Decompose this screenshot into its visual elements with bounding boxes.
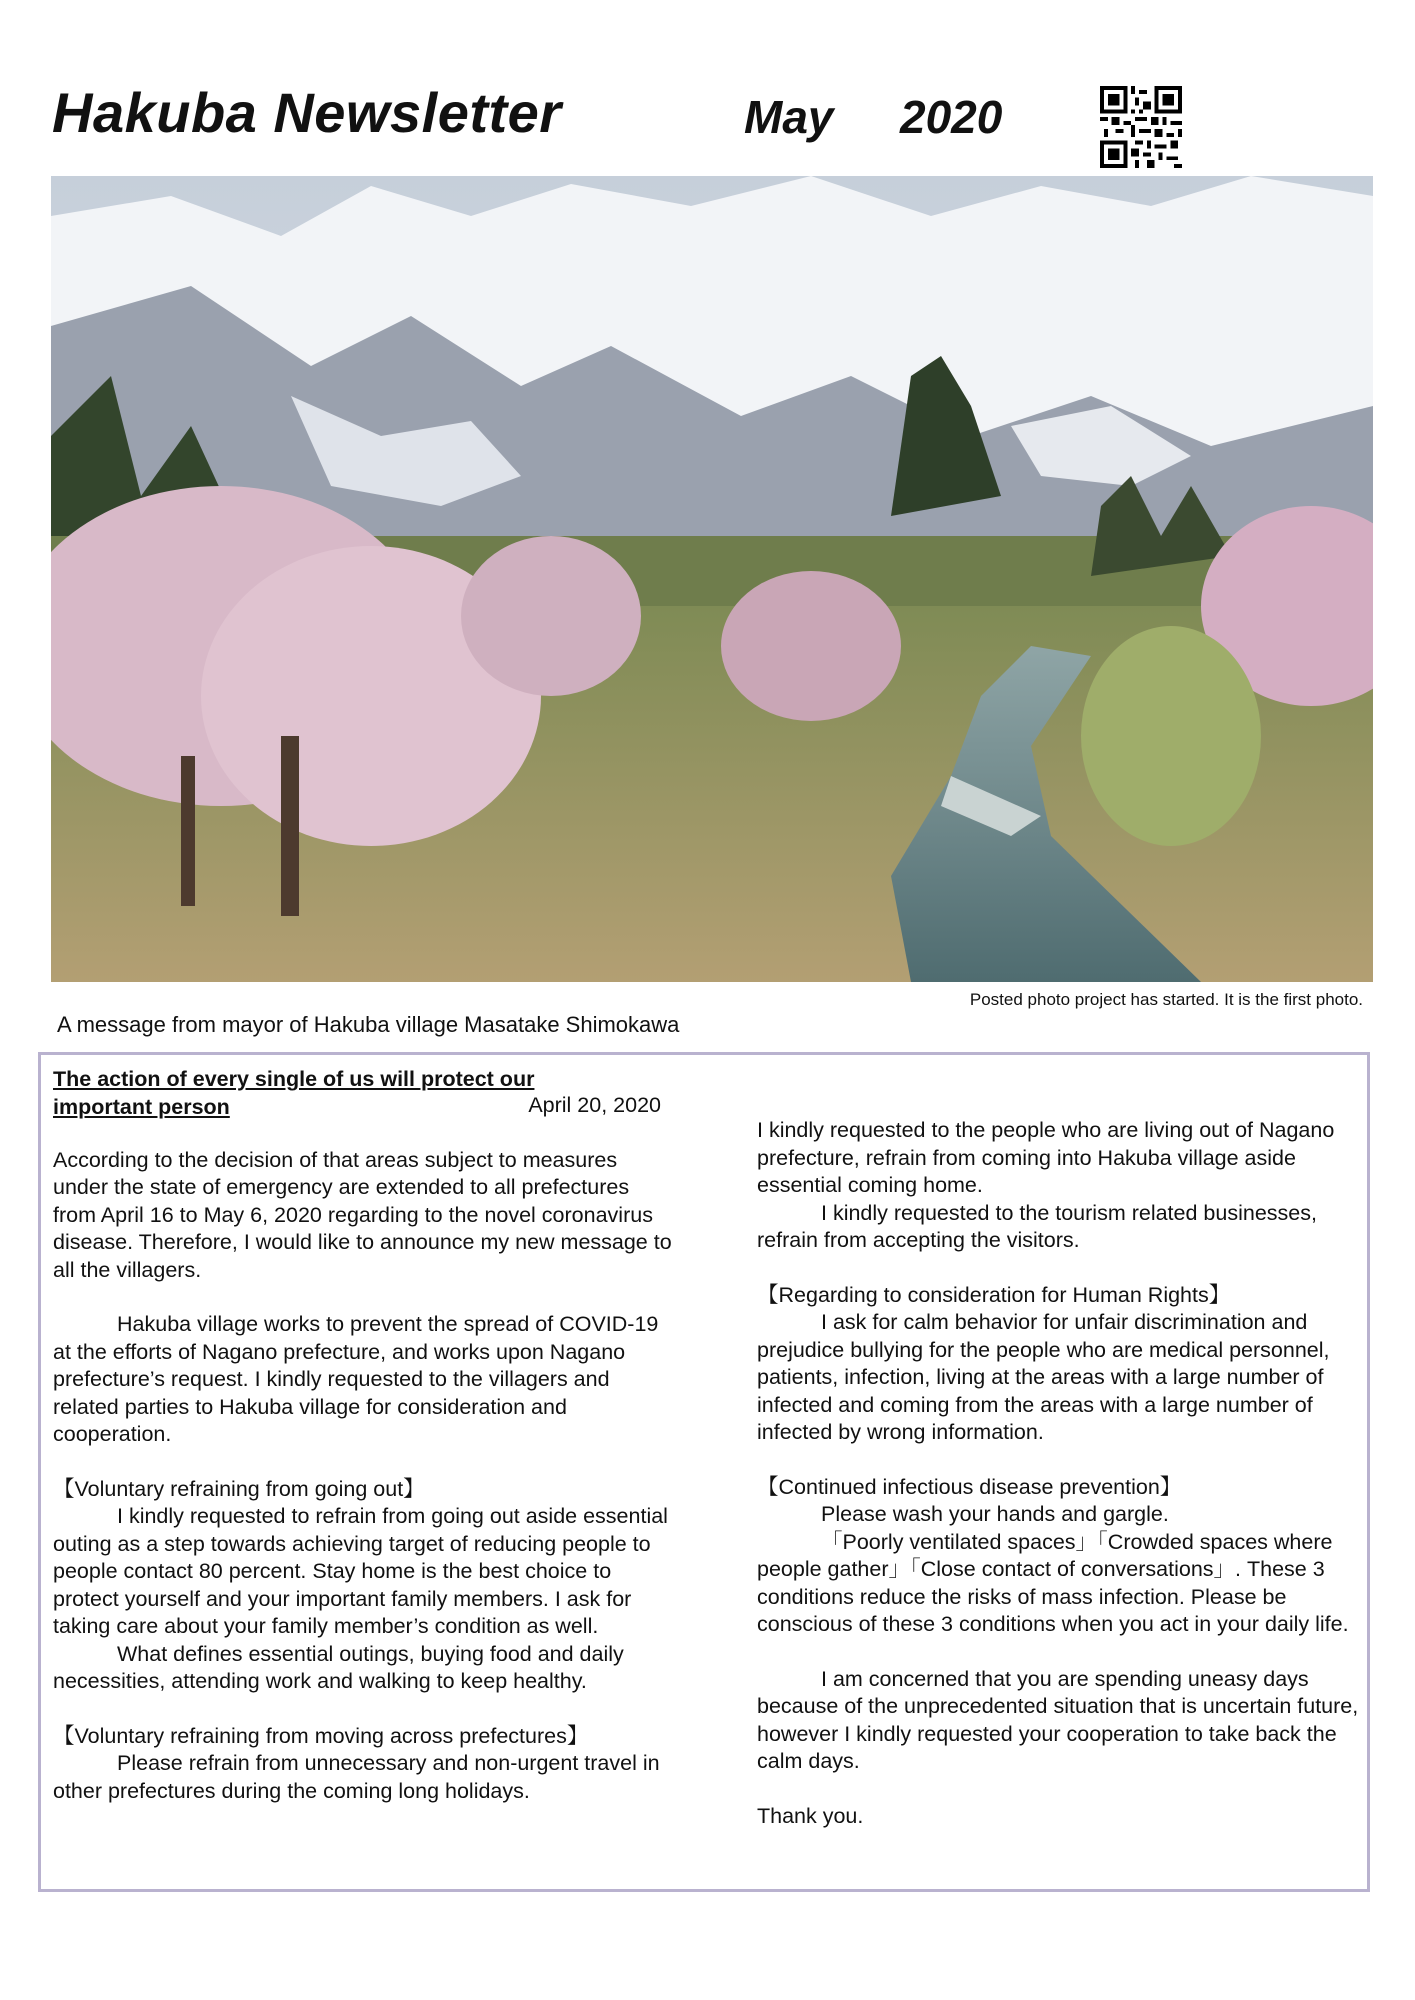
paragraph-closing: I am concerned that you are spending uneasy days because of the unprecedented situation that is uncertain future, however I kindly requested your cooperation to take back the calm days. (757, 1666, 1359, 1773)
paragraph-intro: According to the decision of that areas subject to measures under the state of emergency are extended to all prefectures from April 16 to May 6, 2020 regarding to the novel coronavirus disease. Therefore, I would like to announce my new message to all the villagers. (53, 1147, 672, 1282)
newsletter-header (52, 78, 1352, 158)
thank-you-text: Thank you. (757, 1803, 864, 1828)
section-title-going-out: 【Voluntary refraining from going out】 (53, 1476, 425, 1501)
paragraph-prefectures: Please refrain from unnecessary and non-urgent travel in other prefectures during the coming long holidays. (53, 1751, 660, 1803)
message-right-column (757, 1117, 1367, 1830)
issue-year: 2020 (900, 91, 1003, 143)
article-heading: The action of every single of us will protect our (53, 1067, 535, 1091)
photo-caption: Posted photo project has started. It is the first photo. (969, 990, 1363, 1009)
paragraph-essential-outings: What defines essential outings, buying food and daily necessities, attending work and walking to keep healthy. (53, 1641, 624, 1693)
section-title-prefectures: 【Voluntary refraining from moving across prefectures】 (53, 1723, 589, 1748)
qr-code-icon[interactable] (1100, 86, 1182, 168)
message-left-column (53, 1067, 673, 1805)
mayor-message-intro: A message from mayor of Hakuba village Masatake Shimokawa (57, 1012, 680, 1037)
paragraph-three-conditions: 「Poorly ventilated spaces」「Crowded spaces where people gather」「Close contact of conversations」. These 3 conditions reduce the risks of mass infection. Please be conscious of these 3 conditions when you act in your daily life. (757, 1529, 1349, 1636)
article-date: April 20, 2020 (528, 1093, 661, 1117)
hakuba-landscape-photo (51, 176, 1373, 982)
newsletter-title: Hakuba Newsletter (52, 81, 562, 144)
section-title-prevention: 【Continued infectious disease prevention】 (757, 1474, 1182, 1499)
paragraph-cooperation: Hakuba village works to prevent the spread of COVID-19 at the efforts of Nagano prefecture, and works upon Nagano prefecture’s request. I kindly requested to the villagers and related parties to Hakuba village for consideration and cooperation. (53, 1312, 659, 1446)
paragraph-tourism: I kindly requested to the tourism related businesses, refrain from accepting the visitors. (757, 1200, 1317, 1252)
paragraph-outside-residents: I kindly requested to the people who are living out of Nagano prefecture, refrain from coming into Hakuba village aside essential coming home. (757, 1118, 1335, 1197)
paragraph-human-rights: I ask for calm behavior for unfair discrimination and prejudice bullying for the people who are medical personnel, patients, infection, living at the areas with a large number of infected and coming from the areas with a large number of infected by wrong information. (757, 1310, 1330, 1444)
article-heading-line2: important person (53, 1094, 230, 1119)
paragraph-wash-hands: Please wash your hands and gargle. (821, 1502, 1169, 1526)
paragraph-going-out: I kindly requested to refrain from going out aside essential outing as a step towards achieving target of reducing people to people contact 80 percent. Stay home is the best choice to protect yourself and your important family members. I ask for taking care about your family member’s condition as well. (53, 1504, 668, 1638)
mayor-message-box (38, 1052, 1370, 1892)
section-title-human-rights: 【Regarding to consideration for Human Rights】 (757, 1282, 1231, 1307)
issue-month: May (744, 91, 834, 143)
